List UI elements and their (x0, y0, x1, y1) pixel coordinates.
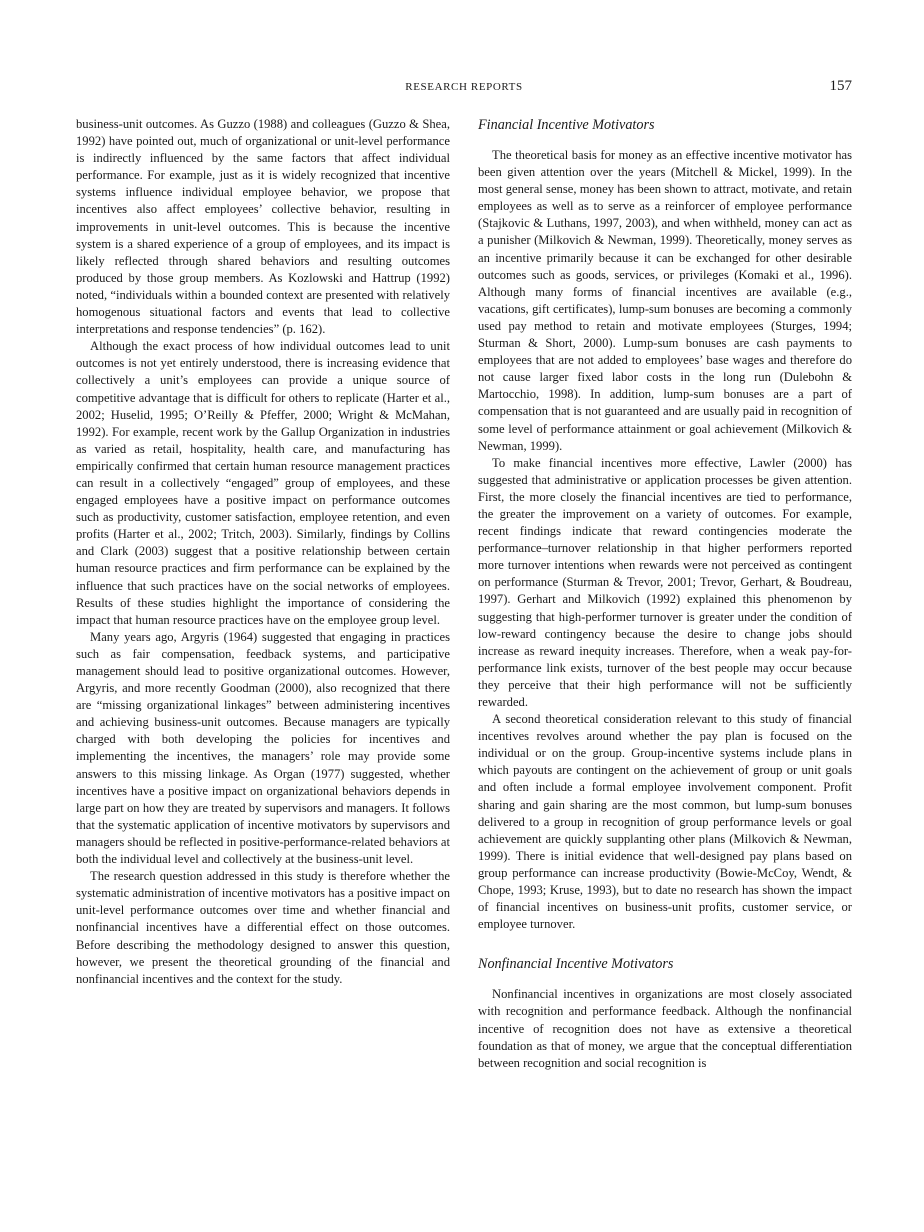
left-paragraph-3: Many years ago, Argyris (1964) suggested that engaging in practices such as fair compensation, feedback systems, and participative management should lead to positive organizational outcomes. However, Argyris, and more recently Goodman (2000), also recognized that there are “missing organizational linkages” between administering incentives and achieving business-unit outcomes. Because managers are typically charged with both developing the policies for incentives and implementing the incentives, the managers’ role may provide some answers to this missing linkage. As Organ (1977) suggested, whether incentives have a positive impact on organizational behaviors depends in large part on how they are treated by supervisors and managers. It follows that the systematic application of incentive motivators by supervisors and managers should be reflected in positive-performance-related behaviors at both the individual level and collectively at the business-unit level. (76, 629, 450, 867)
left-paragraph-1: business-unit outcomes. As Guzzo (1988) and colleagues (Guzzo & Shea, 1992) have pointed out, much of organizational or unit-level performance is indirectly influenced by the same factors that affect individual performance. For example, just as it is widely recognized that incentive systems influence individual employee behavior, we propose that incentives also affect employees’ collective behavior, resulting in improvements in unit-level outcomes. This is because the incentive system is a shared experience of a group of employees, and its impact is likely reflected through shared behaviors and resulting outcomes produced by those group members. As Kozlowski and Hattrup (1992) noted, “individuals within a bounded context are presented with relatively homogenous situational factors and events that lead to collective interpretations and response tendencies” (p. 162). (76, 117, 450, 337)
running-head: RESEARCH REPORTS (405, 81, 523, 93)
nonfinancial-paragraph-1: Nonfinancial incentives in organizations are most closely associated with recognition and performance feedback. Although the nonfinancial incentive of recognition does not have as extensive a theoretical foundation as that of money, we argue that the conceptual differentiation between recognition and social recognition is (478, 987, 852, 1070)
left-paragraph-4: The research question addressed in this study is therefore whether the systematic administration of incentive motivators has a positive impact on unit-level performance outcomes over time and whether financial and nonfinancial incentives have a differential effect on those outcomes. Before describing the methodology designed to answer this question, however, we present the theoretical grounding of the financial and nonfinancial incentives and the context for the study. (76, 869, 450, 986)
financial-paragraph-2: To make financial incentives more effective, Lawler (2000) has suggested that administrative or application processes be given attention. First, the more closely the financial incentives are tied to performance, the greater the improvement on a variety of outcomes. For example, recent findings indicate that reward contingencies moderate the performance–turnover relationship in that higher performers reported more turnover intentions when rewards were not perceived as contingent on performance (Sturman & Trevor, 2001; Trevor, Gerhart, & Boudreau, 1997). Gerhart and Milkovich (1992) explained this phenomenon by suggesting that high-performer turnover is greater under the condition of low-reward contingency because the desire to change jobs should increase as reward inequity increases. Therefore, when a weak pay-for-performance link exists, turnover of the best people may occur because they perceive that their high performance will not be sufficiently rewarded. (478, 455, 852, 709)
left-column (76, 116, 450, 988)
page-header (76, 78, 852, 100)
page-number: 157 (829, 78, 852, 94)
right-column (478, 116, 852, 1072)
left-paragraph-2: Although the exact process of how individual outcomes lead to unit outcomes is not yet entirely understood, there is increasing evidence that collectively a unit’s employees can provide a unique source of competitive advantage that is difficult for others to replicate (Harter et al., 2002; Huselid, 1995; O’Reilly & Pfeffer, 2000; Wright & McMahan, 1992). For example, recent work by the Gallup Organization in industries as varied as retail, hospitality, health care, and manufacturing has empirically confirmed that certain human resource management practices can result in a collectively “engaged” group of employees, and these engaged employees have a positive impact on performance outcomes such as productivity, customer satisfaction, employee retention, and even profits (Harter et al., 2002; Tritch, 2003). Similarly, findings by Collins and Clark (2003) suggest that a positive relationship between certain human resource practices and firm performance can be explained by the influence that such practices have on the social networks of employees. Results of these studies highlight the importance of considering the impact that human resource practices have on the employee group level. (76, 339, 450, 627)
section-heading-nonfinancial: Nonfinancial Incentive Motivators (478, 956, 674, 973)
section-heading-financial: Financial Incentive Motivators (478, 117, 655, 133)
financial-paragraph-1: The theoretical basis for money as an effective incentive motivator has been given attention over the years (Mitchell & Mickel, 1999). In the most general sense, money has been shown to attract, motivate, and retain employees as well as to serve as a reinforcer of employee performance (Stajkovic & Luthans, 1997, 2003), and when withheld, money can act as a punisher (Milkovich & Newman, 1999). Theoretically, money serves as an incentive primarily because it can be exchanged for other desirable outcomes such as goods, services, or privileges (Komaki et al., 1996). Although many forms of financial incentives are available (e.g., vacations, gift certificates), lump-sum bonuses are becoming a commonly used pay method to retain and motivate employees (Sturges, 1994; Sturman & Short, 2000). Lump-sum bonuses are cash payments to employees that are not added to employees’ base wages and therefore do not cause larger fixed labor costs in the long run (Dulebohn & Martocchio, 1998). In addition, lump-sum bonuses are a part of compensation that is not guaranteed and are usually paid in recognition of some level of performance attainment or goal achievement (Milkovich & Newman, 1999). (478, 148, 852, 453)
financial-paragraph-3: A second theoretical consideration relevant to this study of financial incentives revolves around whether the pay plan is focused on the individual or on the group. Group-incentive systems include plans in which payouts are contingent on the achievement of group or unit goals and often include a formal employee involvement component. Profit sharing and gain sharing are the most common, but lump-sum bonuses delivered to a group in recognition of group performance levels or goal achievement are quickly supplanting other plans (Milkovich & Newman, 1999). There is initial evidence that well-designed pay plans based on group performance can increase productivity (Bowie-McCoy, Wendt, & Chope, 1993; Kruse, 1993), but to date no research has shown the impact of financial incentives on business-unit profits, customer service, or employee turnover. (478, 712, 852, 932)
